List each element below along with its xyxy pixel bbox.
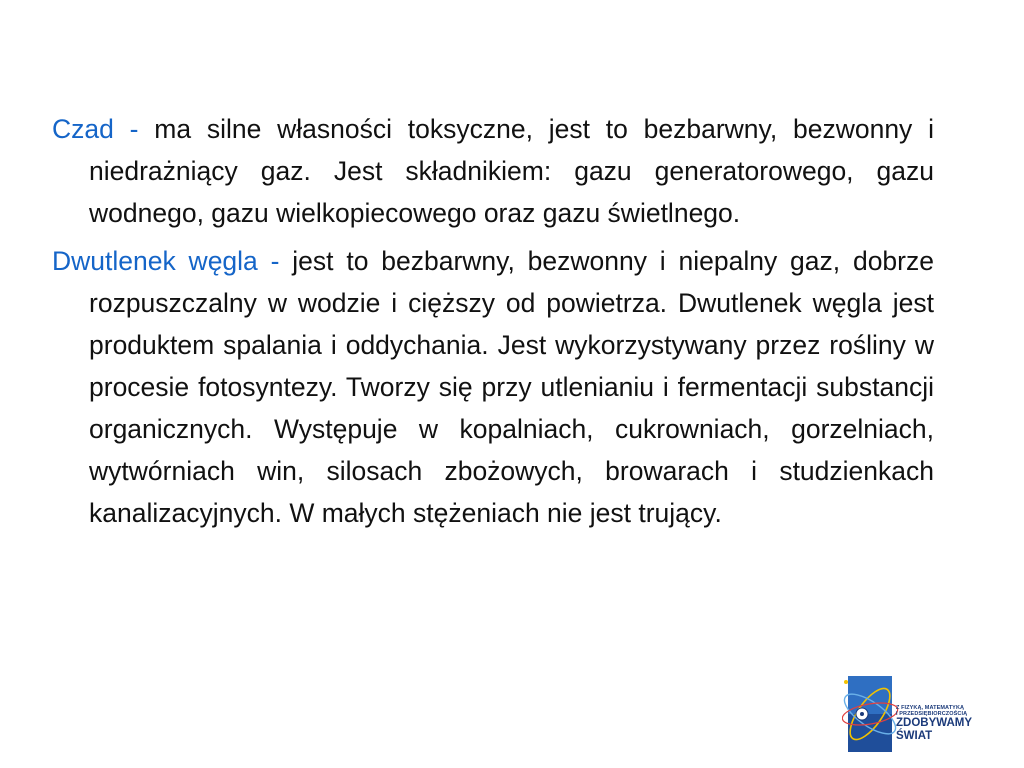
- paragraph-czad: [52, 108, 934, 234]
- logo-line-4: ŚWIAT: [896, 729, 933, 742]
- logo-line-1: Z FIZYKĄ, MATEMATYKĄ: [896, 705, 965, 711]
- logo-text: [896, 706, 992, 742]
- definition-czad: ma silne własności toksyczne, jest to bezbarwny, bezwonny i niedrażniący gaz. Jest składnikiem: gazu generatorowego, gazu wodnego, gazu wielkopiecowego oraz gazu świetlnego.: [89, 114, 934, 228]
- logo-line-2: I PRZEDSIĘBIORCZOŚCIĄ: [896, 710, 968, 717]
- slide-content: [52, 108, 934, 540]
- definition-dwutlenek-wegla: jest to bezbarwny, bezwonny i niepalny gaz, dobrze rozpuszczalny w wodzie i cięższy od powietrza. Dwutlenek węgla jest produktem spalania i oddychania. Jest wykorzystywany przez rośliny w procesie fotosyntezy. Tworzy się przy utlenianiu i fermentacji substancji organicznych. Występuje w kopalniach, cukrowniach, gorzelniach, wytwórniach win, silosach zbożowych, browarach i studzienkach kanalizacyjnych. W małych stężeniach nie jest trujący.: [89, 246, 934, 528]
- term-czad: Czad -: [52, 114, 139, 144]
- paragraph-dwutlenek-wegla: [52, 240, 934, 534]
- project-logo: [842, 670, 992, 756]
- term-dwutlenek-wegla: Dwutlenek węgla -: [52, 246, 280, 276]
- logo-line-3: ZDOBYWAMY: [896, 717, 973, 729]
